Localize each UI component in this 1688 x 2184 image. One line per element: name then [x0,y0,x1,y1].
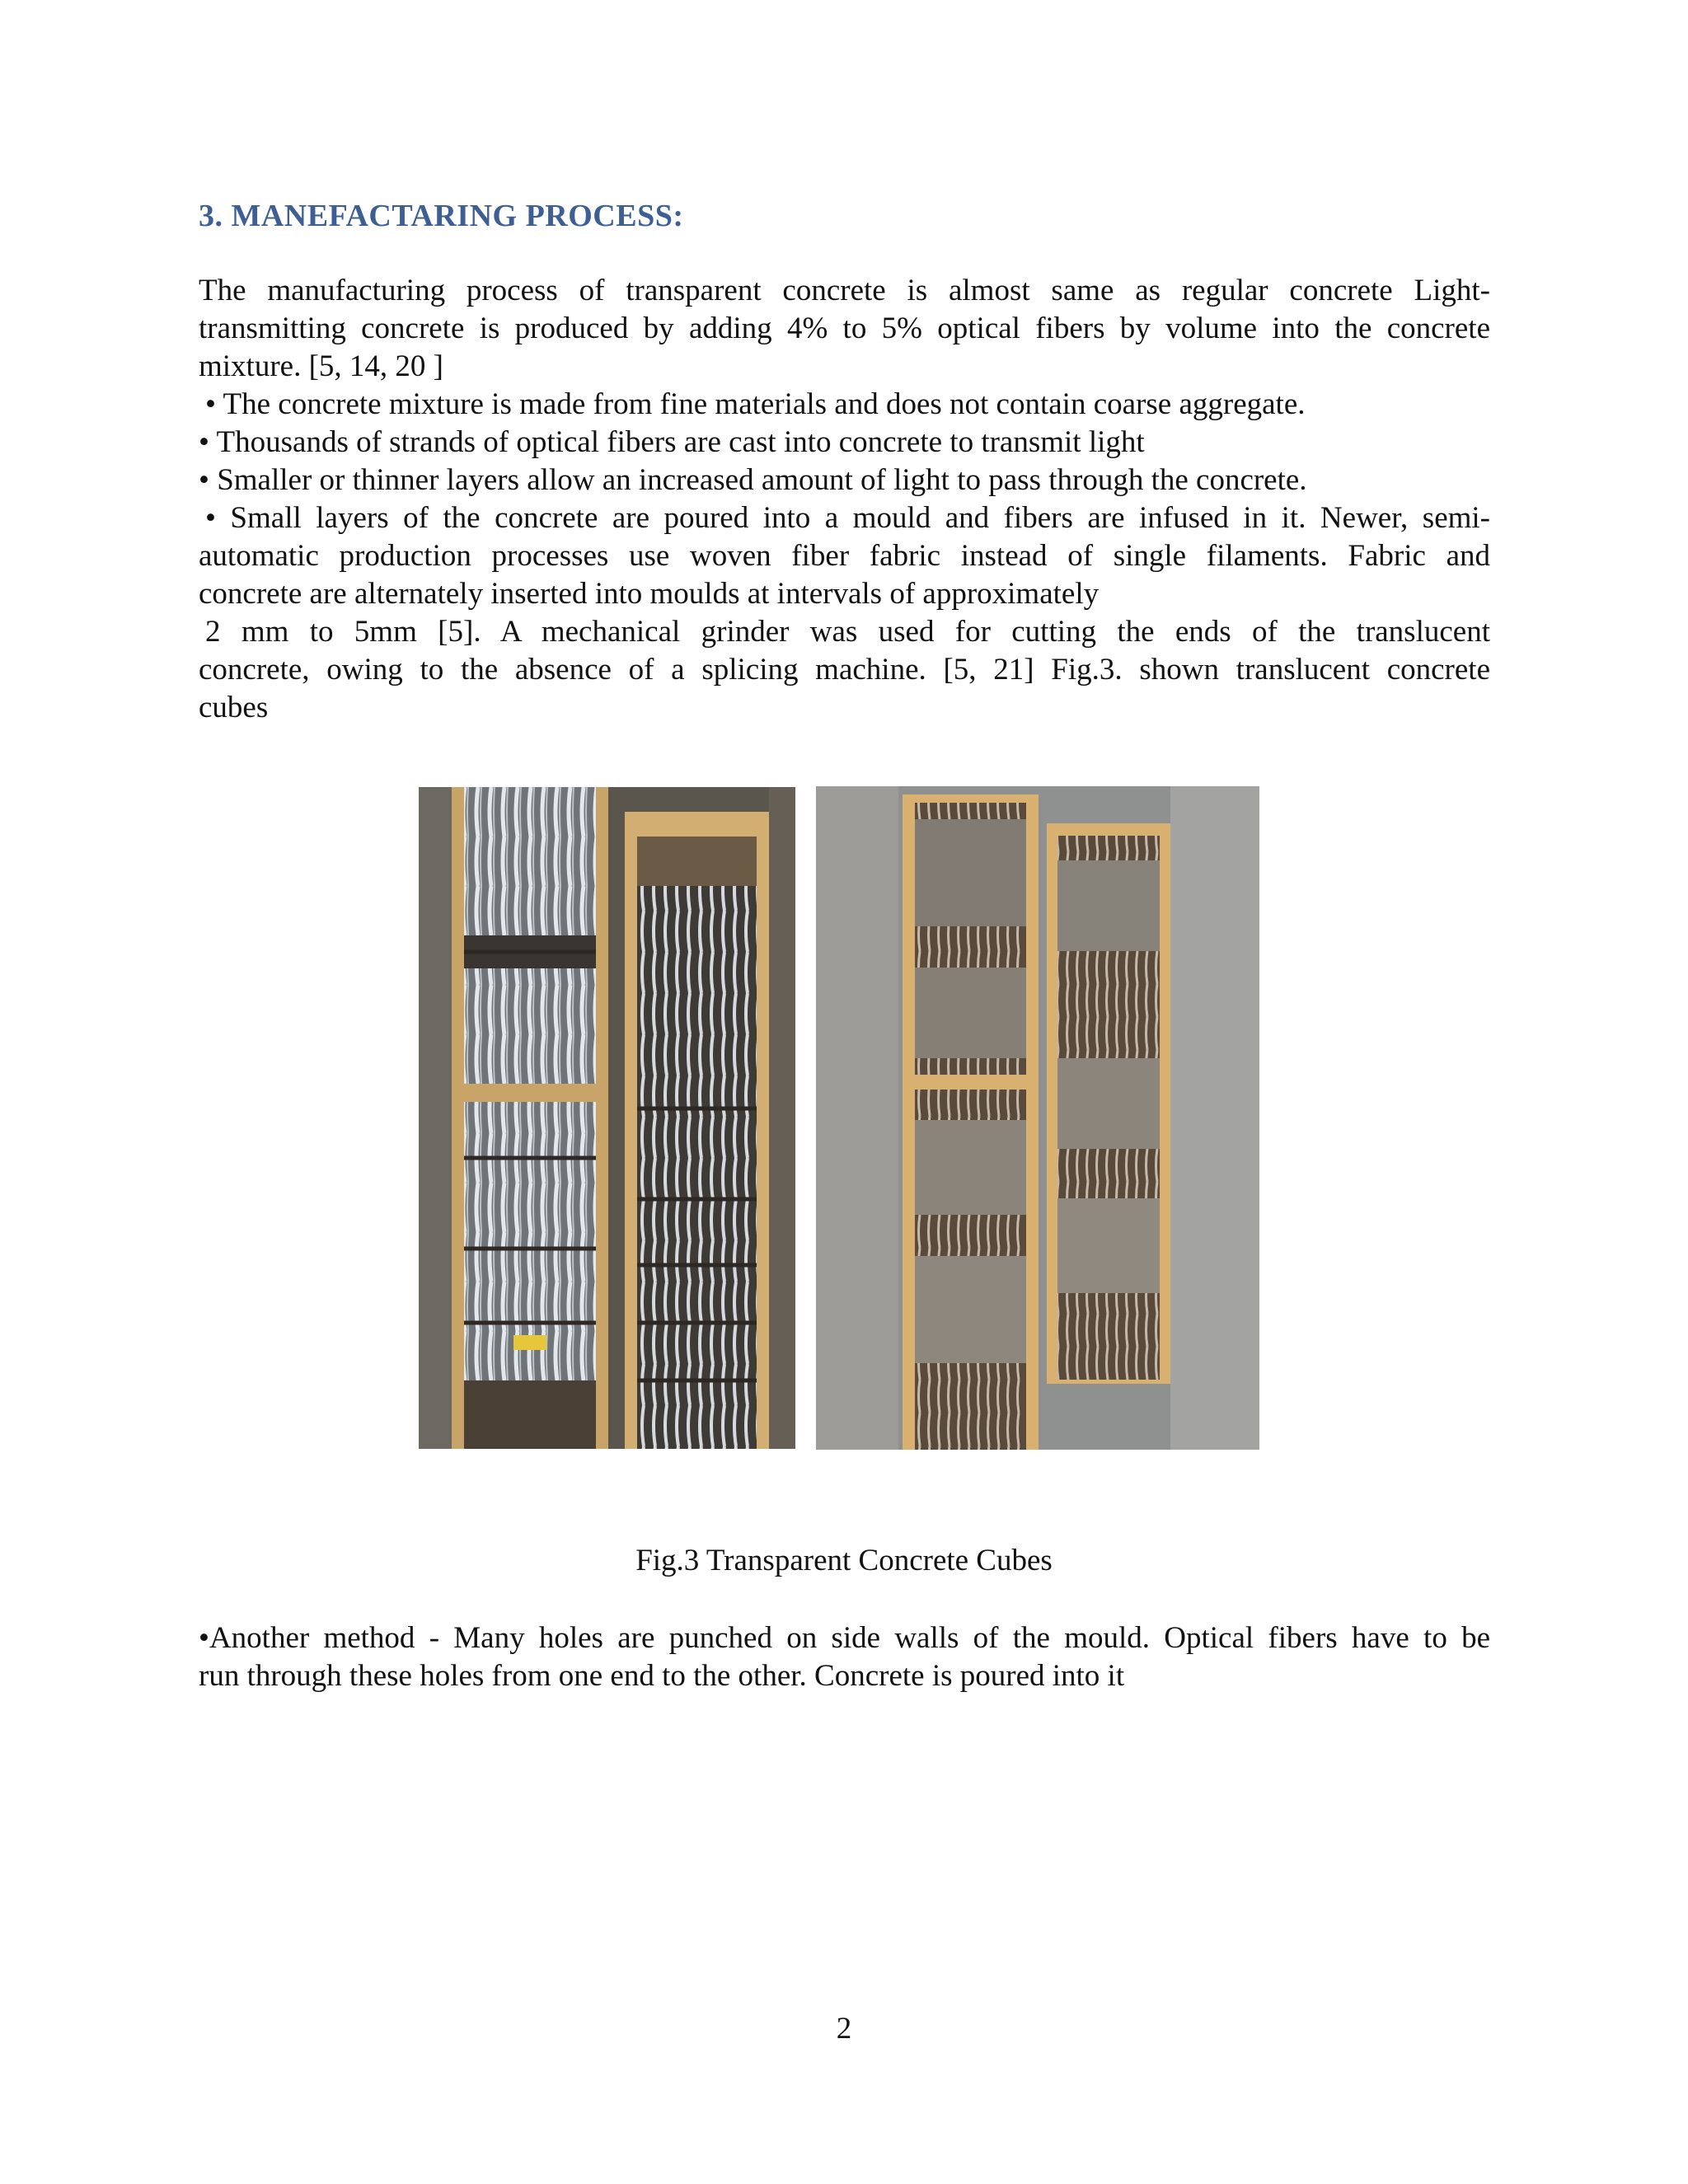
bullet-line: • The concrete mixture is made from fine materials and does not contain coarse aggregate. [205,387,1306,421]
figure-caption: Fig.3 Transparent Concrete Cubes [635,1544,1053,1577]
bullet-line: • Smaller or thinner layers allow an increased amount of light to pass through the concrete. [199,463,1307,497]
text-line: The manufacturing process of transparent concrete is almost same as regular concrete Light- [199,274,1490,307]
text-line: transmitting concrete is produced by adding 4% to 5% optical fibers by volume into the concrete [199,312,1490,345]
section-heading: 3. MANEFACTARING PROCESS: [199,199,684,233]
bullet-line: • Thousands of strands of optical fibers are cast into concrete to transmit light [199,425,1145,459]
text-line: 2 mm to 5mm [5]. A mechanical grinder was used for cutting the ends of the translucent [205,615,1490,649]
text-line: run through these holes from one end to the other. Concrete is poured into it [199,1659,1125,1693]
main-paragraph [199,272,1490,727]
page-number: 2 [836,2012,852,2046]
closing-paragraph [199,1619,1490,1695]
text-line: mixture. [5, 14, 20 ] [199,349,443,383]
text-line: •Another method - Many holes are punched on side walls of the mould. Optical fibers have to be [199,1621,1490,1655]
figure-3 [419,787,1259,1451]
text-line: concrete, owing to the absence of a splicing machine. [5, 21] Fig.3. shown translucent concrete [199,653,1490,687]
text-line: concrete are alternately inserted into moulds at intervals of approximately [199,577,1100,611]
text-line: cubes [199,691,269,724]
photo-concrete-cubes [816,786,1259,1450]
photo-fiber-moulds [419,787,795,1449]
bullet-line: • Small layers of the concrete are poured into a mould and fibers are infused in it. Newer, semi- [205,501,1490,535]
text-line: automatic production processes use woven fiber fabric instead of single filaments. Fabric and [199,539,1490,573]
